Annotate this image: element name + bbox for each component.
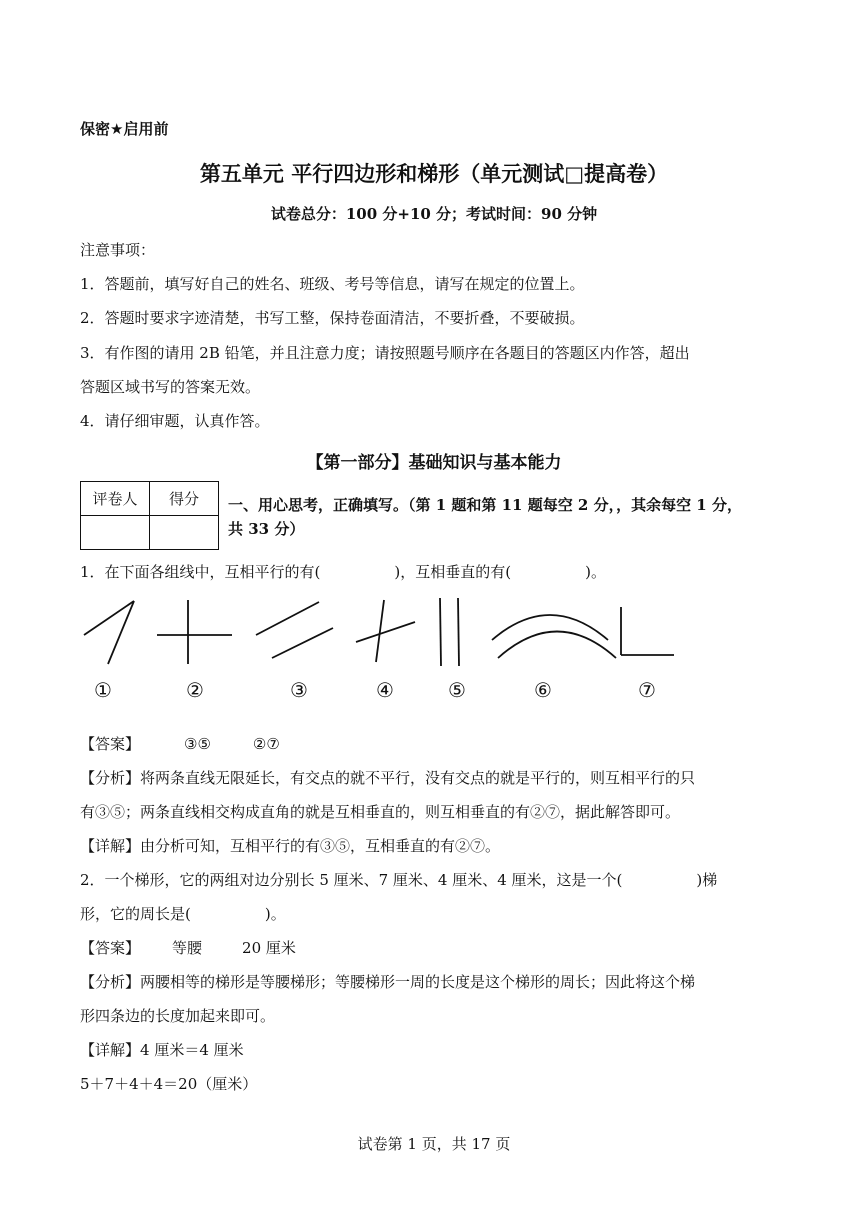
figure-label: ④: [376, 678, 394, 702]
reviewer-cell[interactable]: [81, 516, 150, 550]
page-footer: 试卷第 1 页，共 17 页: [357, 1135, 511, 1153]
question-1-answer: 【答案】 ③⑤ ②⑦: [80, 735, 280, 753]
question-2-answer: 【答案】 等腰 20 厘米: [80, 939, 296, 957]
line-group-7: [621, 607, 674, 655]
reviewer-header: 评卷人: [81, 482, 150, 516]
line-group-6: [492, 615, 616, 658]
question-2-analysis: 【分析】两腰相等的梯形是等腰梯形；等腰梯形一周的长度是这个梯形的周长；因此将这个梯: [80, 973, 696, 991]
figure-label: ⑤: [448, 678, 466, 702]
question-1-detail: 【详解】由分析可知，互相平行的有③⑤，互相垂直的有②⑦。: [80, 837, 501, 855]
exam-info: 试卷总分：100 分+10 分；考试时间：90 分钟: [270, 205, 598, 223]
section-heading: 一、用心思考，正确填写。（第 1 题和第 11 题每空 2 分，，其余每空 1 分，: [228, 496, 742, 514]
confidential-label: 保密★启用前: [80, 120, 169, 138]
figure-label: ⑥: [534, 678, 552, 702]
figure-label: ②: [186, 678, 204, 702]
score-table: [80, 481, 219, 550]
notice-item: 1．答题前，填写好自己的姓名、班级、考号等信息，请写在规定的位置上。: [80, 275, 585, 293]
notice-item: 3．有作图的请用 2B 铅笔，并且注意力度；请按照题号顺序在各题目的答题区内作答，超出: [80, 344, 690, 362]
question-2-detail: 【详解】4 厘米＝4 厘米: [80, 1041, 244, 1059]
notice-heading: 注意事项：: [80, 241, 156, 259]
line-group-1: [84, 601, 134, 664]
page-title: 第五单元 平行四边形和梯形（单元测试□提高卷）: [199, 162, 669, 186]
line-group-3: [256, 602, 333, 658]
part-title: 【第一部分】基础知识与基本能力: [306, 453, 562, 473]
line-group-5: [440, 598, 459, 666]
notice-item: 2．答题时要求字迹清楚，书写工整，保持卷面清洁，不要折叠，不要破损。: [80, 309, 585, 327]
figure-label: ③: [290, 678, 308, 702]
question-2-stem-cont: 形，它的周长是( )。: [80, 905, 286, 923]
notice-item: 答题区域书写的答案无效。: [80, 378, 261, 396]
question-2-detail-cont: 5＋7＋4＋4＝20（厘米）: [80, 1075, 258, 1093]
question-1-analysis: 【分析】将两条直线无限延长，有交点的就不平行，没有交点的就是平行的，则互相平行的只: [80, 769, 696, 787]
question-2-stem: 2．一个梯形，它的两组对边分别长 5 厘米、7 厘米、4 厘米、4 厘米，这是一个( )梯: [80, 871, 718, 889]
line-groups-figure: [70, 590, 690, 680]
question-1-analysis-cont: 有③⑤；两条直线相交构成直角的就是互相垂直的，则互相垂直的有②⑦，据此解答即可。: [80, 803, 681, 821]
section-heading-cont: 共 33 分）: [228, 520, 305, 538]
score-header: 得分: [150, 482, 219, 516]
figure-label: ⑦: [638, 678, 656, 702]
score-cell[interactable]: [150, 516, 219, 550]
notice-item: 4．请仔细审题，认真作答。: [80, 412, 270, 430]
line-group-4: [356, 600, 415, 662]
figure-label: ①: [94, 678, 112, 702]
line-group-2: [157, 600, 232, 664]
question-2-analysis-cont: 形四条边的长度加起来即可。: [80, 1007, 276, 1025]
question-1-stem: 1．在下面各组线中，互相平行的有( )，互相垂直的有( )。: [80, 563, 606, 581]
